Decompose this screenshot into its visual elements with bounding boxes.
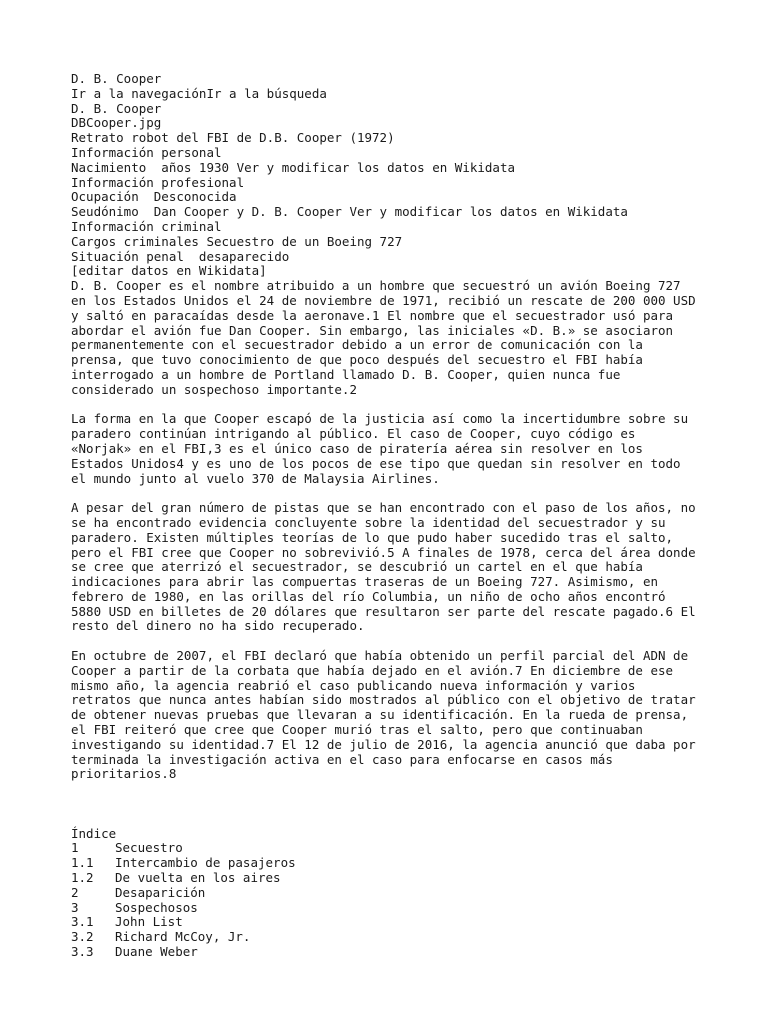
paragraph-line: considerado un sospechoso importante.2 [71, 381, 357, 397]
article-paragraph [71, 649, 768, 782]
paragraph-line: pero el FBI cree que Cooper no sobrevivió.5 A finales de 1978, cerca del área donde [71, 544, 696, 560]
infobox [71, 116, 768, 279]
infobox-section-profesional: Información profesional [71, 174, 245, 190]
infobox-row-ocupacion: Ocupación Desconocida [71, 189, 237, 205]
article-paragraph [71, 501, 768, 634]
paragraph-line: La forma en la que Cooper escapó de la justicia así como la incertidumbre sobre su [71, 411, 689, 427]
toc-item-label[interactable]: Sospechosos [115, 899, 198, 915]
toc-item-number: 3.3 [71, 944, 94, 960]
paragraph-line: A pesar del gran número de pistas que se han encontrado con el paso de los años, no [71, 500, 696, 516]
infobox-caption: Retrato robot del FBI de D.B. Cooper (1972) [71, 130, 395, 146]
paragraph-line: retratos que nunca antes habían sido mostrados al público con el objetivo de tratar [71, 692, 696, 708]
paragraph-line: el FBI reiteró que cree que Cooper murió tras el salto, pero que continuaban [71, 722, 643, 738]
section-spacer [71, 797, 768, 827]
paragraph-line: en los Estados Unidos el 24 de noviembre de 1971, recibió un rescate de 200 000 USD [71, 292, 696, 308]
infobox-section-criminal: Información criminal [71, 218, 222, 234]
paragraph-line: Estados Unidos4 y es uno de los pocos de ese tipo que quedan sin resolver en todo [71, 455, 681, 471]
infobox-row-situacion: Situación penal desaparecido [71, 248, 290, 264]
toc-item-label[interactable]: John List [115, 914, 183, 930]
paragraph-line: «Norjak» en el FBI,3 es el único caso de piratería aérea sin resolver en los [71, 440, 643, 456]
infobox-row-cargos: Cargos criminales Secuestro de un Boeing 727 [71, 233, 403, 249]
paragraph-line: investigando su identidad.7 El 12 de julio de 2016, la agencia anunció que daba por [71, 736, 696, 752]
toc-item[interactable] [71, 856, 768, 871]
paragraph-line: En octubre de 2007, el FBI declaró que había obtenido un perfil parcial del ADN de [71, 648, 689, 664]
article-body [71, 279, 768, 782]
skip-links[interactable]: Ir a la navegaciónIr a la búsqueda [71, 85, 327, 101]
infobox-image-filename[interactable]: DBCooper.jpg [71, 115, 162, 131]
toc-item-number: 3.1 [71, 914, 94, 930]
toc-item-label[interactable]: De vuelta en los aires [115, 870, 281, 886]
toc-item-number: 3 [71, 899, 79, 915]
toc-item-label[interactable]: Intercambio de pasajeros [115, 855, 296, 871]
table-of-contents [71, 827, 768, 960]
toc-item[interactable] [71, 915, 768, 930]
paragraph-line: D. B. Cooper es el nombre atribuido a un hombre que secuestró un avión Boeing 727 [71, 278, 681, 294]
article-paragraph [71, 279, 768, 397]
article-title: D. B. Cooper [71, 100, 162, 116]
paragraph-line: 5880 USD en billetes de 20 dólares que resultaron ser parte del rescate pagado.6 El [71, 603, 696, 619]
paragraph-line: paradero. Existen múltiples teorías de lo que pudo haber sucedido tras el salto, [71, 529, 674, 545]
paragraph-line: interrogado a un hombre de Portland llamado D. B. Cooper, quien nunca fue [71, 366, 621, 382]
page-title: D. B. Cooper [71, 71, 162, 86]
paragraph-line: mismo año, la agencia reabrió el caso publicando nueva información y varios [71, 677, 636, 693]
paragraph-line: el mundo junto al vuelo 370 de Malaysia Airlines. [71, 470, 440, 486]
paragraph-line: permanentemente con el secuestrador debido a un error de comunicación con la [71, 337, 643, 353]
toc-item-label[interactable]: Duane Weber [115, 944, 198, 960]
toc-item[interactable] [71, 886, 768, 901]
toc-item[interactable] [71, 841, 768, 856]
toc-item-label[interactable]: Desaparición [115, 884, 206, 900]
wikidata-edit-link[interactable]: [editar datos en Wikidata] [71, 263, 267, 279]
toc-item-number: 1.2 [71, 870, 94, 886]
paragraph-line: se ha encontrado evidencia concluyente sobre la identidad del secuestrador y su [71, 514, 666, 530]
paragraph-line: febrero de 1980, en las orillas del río Columbia, un niño de ocho años encontró [71, 588, 666, 604]
toc-item-label[interactable]: Richard McCoy, Jr. [115, 929, 251, 945]
article-paragraph [71, 412, 768, 486]
toc-item-number: 1 [71, 840, 79, 856]
paragraph-line: resto del dinero no ha sido recuperado. [71, 618, 365, 634]
paragraph-line: se cree que aterrizó el secuestrador, se descubrió un cartel en el que había [71, 559, 643, 575]
paragraph-line: paradero continúan intrigando al público. El caso de Cooper, cuyo código es [71, 426, 636, 442]
paragraph-line: indicaciones para abrir las compuertas traseras de un Boeing 727. Asimismo, en [71, 574, 658, 590]
paragraph-line: abordar el avión fue Dan Cooper. Sin embargo, las iniciales «D. B.» se asociaron [71, 322, 674, 338]
toc-item-number: 1.1 [71, 855, 94, 871]
infobox-section-personal: Información personal [71, 144, 222, 160]
toc-item-number: 3.2 [71, 929, 94, 945]
toc-item-label[interactable]: Secuestro [115, 840, 183, 856]
toc-heading: Índice [71, 825, 117, 841]
paragraph-line: prensa, que tuvo conocimiento de que poco después del secuestro el FBI había [71, 352, 643, 368]
toc-item[interactable] [71, 930, 768, 945]
paragraph-line: Cooper a partir de la corbata que había dejado en el avión.7 En diciembre de ese [71, 662, 674, 678]
paragraph-line: y saltó en paracaídas desde la aeronave.1 El nombre que el secuestrador usó para [71, 307, 674, 323]
toc-item[interactable] [71, 871, 768, 886]
infobox-row-seudonimo: Seudónimo Dan Cooper y D. B. Cooper Ver y modificar los datos en Wikidata [71, 204, 628, 220]
toc-item[interactable] [71, 901, 768, 916]
toc-list [71, 841, 768, 959]
toc-item[interactable] [71, 945, 768, 960]
paragraph-line: de obtener nuevas pruebas que llevaran a su identificación. En la rueda de prensa, [71, 707, 689, 723]
paragraph-line: prioritarios.8 [71, 766, 177, 782]
toc-item-number: 2 [71, 884, 79, 900]
paragraph-line: terminada la investigación activa en el caso para enfocarse en casos más [71, 751, 613, 767]
infobox-row-nacimiento: Nacimiento años 1930 Ver y modificar los datos en Wikidata [71, 159, 516, 175]
